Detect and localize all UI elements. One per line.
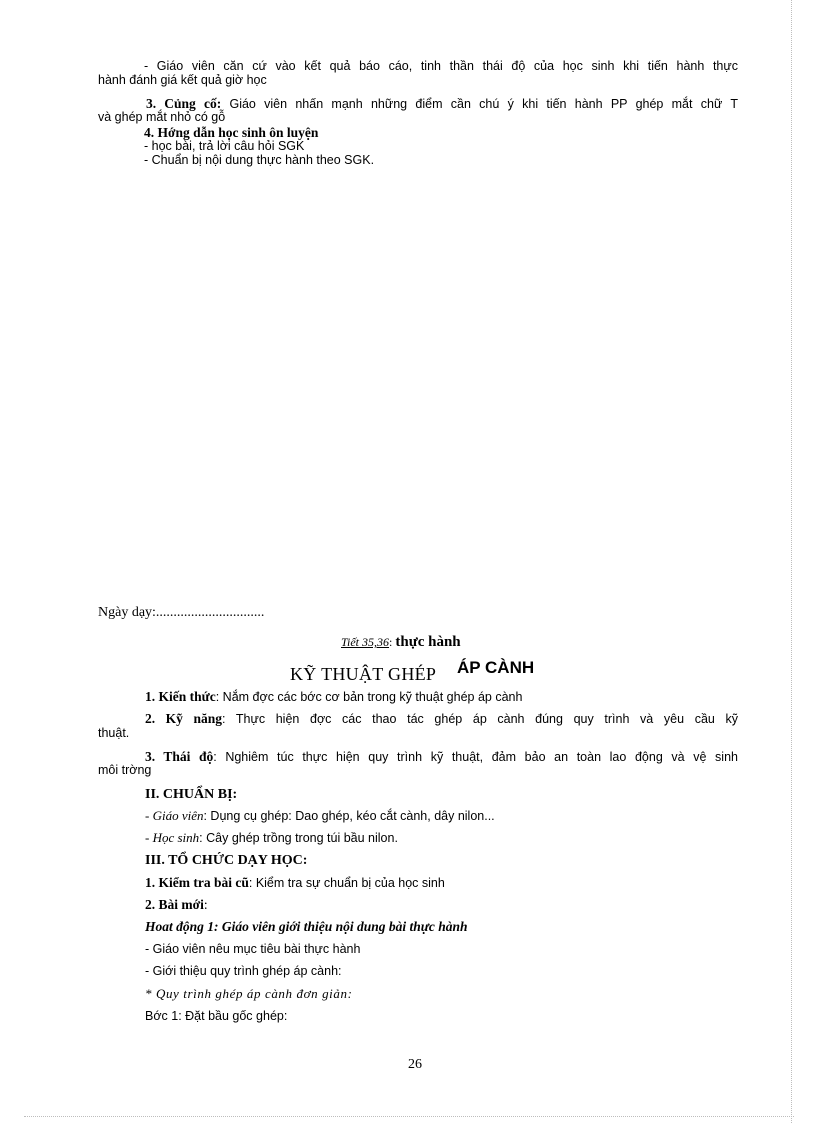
bai-moi-label: 2. Bài mới: [145, 897, 204, 912]
chuan-bi-heading: [145, 787, 237, 802]
paragraph-danh-gia-line2: hành đánh giá kết quả giờ học: [98, 73, 267, 87]
hoc-sinh-line: [145, 830, 398, 846]
huong-dan-item-1: - học bài, trả lời câu hỏi SGK: [144, 139, 305, 153]
huong-dan-heading: [144, 125, 318, 140]
cung-co-line2: và ghép mắt nhỏ có gỗ: [98, 110, 226, 124]
giao-vien-text: : Dụng cụ ghép: Dao ghép, kéo cắt cành, dây nilon...: [203, 809, 495, 823]
huong-dan-item-2: - Chuẩn bị nội dung thực hành theo SGK.: [144, 153, 375, 167]
quy-trinh-line: [145, 986, 353, 1001]
hoc-sinh-label: - Học sinh: [145, 830, 200, 845]
quy-trinh-text: * Quy trình ghép áp cành đơn giản:: [145, 986, 353, 1001]
page-border-bottom: [24, 1116, 794, 1117]
huong-dan-label: 4. Hớng dẫn học sinh ôn luyện: [144, 125, 319, 140]
main-title-part-a: KỸ THUẬT GHÉP: [290, 664, 437, 684]
paragraph-danh-gia-line1: - Giáo viên căn cứ vào kết quả báo cáo, tinh thần thái độ của học sinh khi tiến hành thực: [144, 59, 738, 73]
kien-thuc-line: [145, 689, 522, 705]
giao-vien-label: - Giáo viên: [145, 808, 204, 823]
ky-nang-paragraph: [98, 711, 738, 727]
hoat-dong-1: [145, 919, 468, 934]
ky-nang-label: 2. Kỹ năng: [145, 711, 222, 726]
kiem-tra-line: [145, 875, 445, 891]
muc-tieu-item: - Giáo viên nêu mục tiêu bài thực hành: [145, 942, 361, 956]
bai-moi-colon: :: [203, 897, 208, 912]
period-colon: :: [389, 635, 396, 649]
to-chuc-heading-text: III. TỔ CHỨC DẠY HỌC:: [145, 853, 308, 868]
chuan-bi-heading-text: II. CHUẨN BỊ:: [145, 787, 238, 802]
hoat-dong-1-text: Hoat động 1: Giáo viên giới thiệu nội dung bài thực hành: [145, 919, 468, 934]
buoc-1-line: Bớc 1: Đặt bầu gốc ghép:: [145, 1009, 288, 1023]
giao-vien-line: [145, 808, 495, 824]
kien-thuc-text: : Nắm đợc các bớc cơ bản trong kỹ thuật ghép áp cành: [215, 690, 523, 704]
date-line: Ngày dạy:...............................: [98, 605, 265, 620]
kiem-tra-label: 1. Kiểm tra bài cũ: [145, 875, 249, 890]
page-border-right: [791, 0, 792, 1123]
main-title-part-b: ÁP CÀNH: [457, 658, 535, 677]
lesson-period-title: [341, 634, 461, 651]
to-chuc-heading: [145, 853, 307, 868]
kiem-tra-text: : Kiểm tra sự chuẩn bị của học sinh: [248, 876, 445, 890]
thai-do-label: 3. Thái độ: [145, 749, 214, 764]
thai-do-text: : Nghiêm túc thực hiện quy trình kỹ thuật, đảm bảo an toàn lao động và vệ sinh: [213, 750, 738, 764]
thai-do-line2: môi trờng: [98, 763, 152, 777]
cung-co-text: Giáo viên nhấn mạnh những điểm cần chú ý khi tiến hành PP ghép mắt chữ T: [221, 97, 738, 111]
cung-co-label: 3. Củng cố:: [146, 96, 222, 111]
ky-nang-text: : Thực hiện đợc các thao tác ghép áp cành đúng quy trình và yêu cầu kỹ: [221, 712, 738, 726]
bai-moi-line: [145, 897, 208, 912]
page-number: 26: [408, 1057, 422, 1072]
period-label: Tiết 35,36: [341, 635, 390, 649]
paragraph-danh-gia: [98, 59, 738, 74]
hoc-sinh-text: : Cây ghép trồng trong túi bầu nilon.: [199, 831, 398, 845]
ky-nang-line2: thuật.: [98, 726, 130, 740]
thai-do-paragraph: [98, 749, 738, 765]
kien-thuc-label: 1. Kiến thức: [145, 689, 216, 704]
period-title: thực hành: [395, 634, 461, 650]
gioi-thieu-item: - Giới thiệu quy trình ghép áp cành:: [145, 964, 342, 978]
main-title: [290, 664, 436, 685]
